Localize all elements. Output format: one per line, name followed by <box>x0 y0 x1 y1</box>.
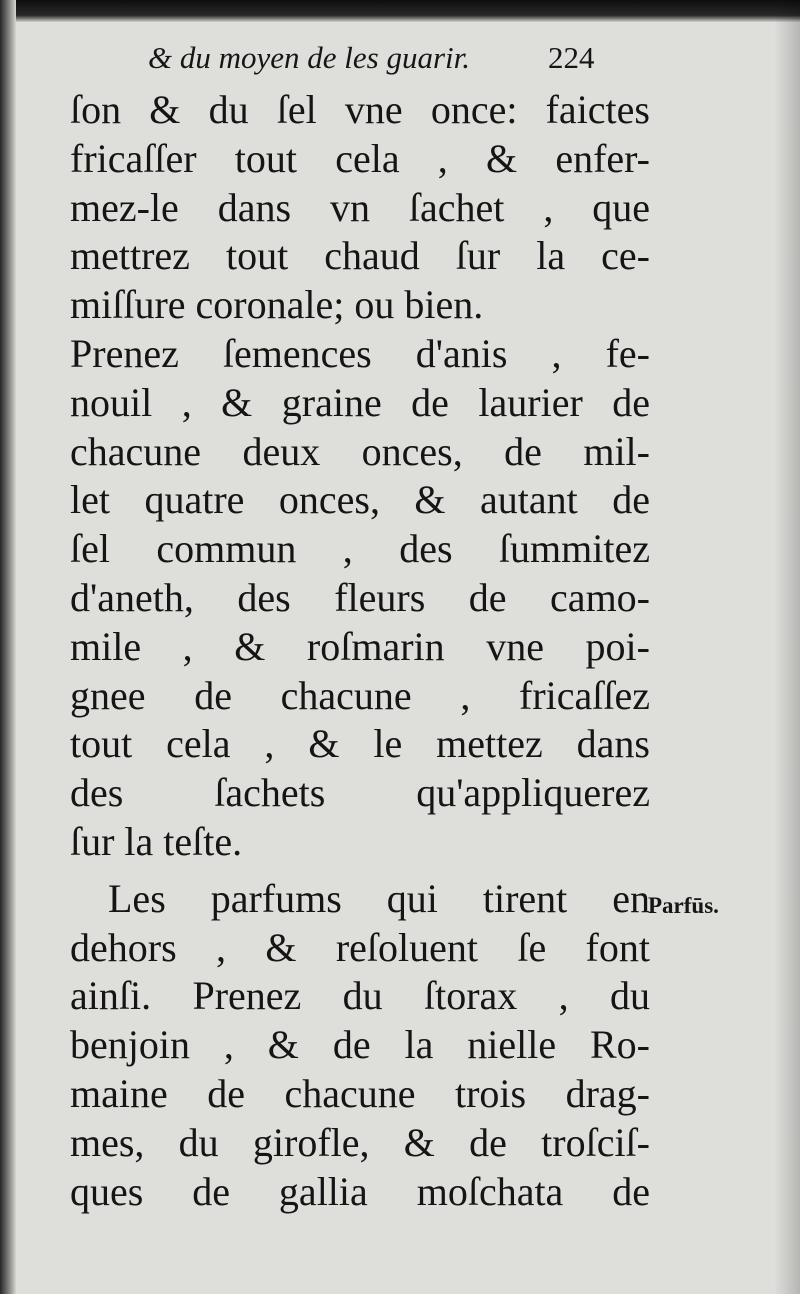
text-line: mes, du girofle, & de troſciſ- <box>70 1119 650 1165</box>
marginal-note: Parfūs. <box>648 893 719 918</box>
text-line: chacune deux onces, de mil- <box>70 428 650 474</box>
text-line: Prenez ſemences d'anis , fe- <box>70 330 650 376</box>
text-line: tout cela , & le mettez dans <box>70 721 650 767</box>
text-line: des ſachets qu'appliquerez <box>70 770 650 816</box>
text-line: benjoin , & de la nielle Ro- <box>70 1022 650 1068</box>
page-top-shadow <box>0 0 800 22</box>
text-line: dehors , & reſoluent ſe font <box>70 924 650 970</box>
text-line: mile , & roſmarin vne poi- <box>70 623 650 669</box>
text-line: mettrez tout chaud ſur la ce- <box>70 233 650 279</box>
text-line: d'aneth, des fleurs de camo- <box>70 574 650 620</box>
text-line: let quatre onces, & autant de <box>70 477 650 523</box>
page-number: 224 <box>548 40 595 75</box>
text-line: miſſure coronale; ou bien. <box>70 282 484 328</box>
running-title: & du moyen de les guarir. <box>148 40 471 75</box>
text-line: ques de gallia moſchata de <box>70 1168 650 1214</box>
text-line: ainſi. Prenez du ſtorax , du <box>70 973 650 1019</box>
text-line: maine de chacune trois drag- <box>70 1070 650 1116</box>
text-line: gnee de chacune , fricaſſez <box>70 672 650 718</box>
text-line: ſel commun , des ſummitez <box>70 526 650 572</box>
text-line: ſon & du ſel vne once: faictes <box>70 87 650 132</box>
text-line: ſur la teſte. <box>70 818 243 864</box>
text-line: Les parfums qui tirent en <box>108 875 650 921</box>
body-text <box>70 86 650 1216</box>
page-edge-shade <box>774 0 800 1294</box>
text-line: mez-le dans vn ſachet , que <box>70 184 650 230</box>
text-line: nouil , & graine de laurier de <box>70 379 650 425</box>
paragraph-gap <box>70 867 650 875</box>
text-line: fricaſſer tout cela , & enfer- <box>70 135 650 181</box>
page-binding-shadow <box>0 0 16 1294</box>
